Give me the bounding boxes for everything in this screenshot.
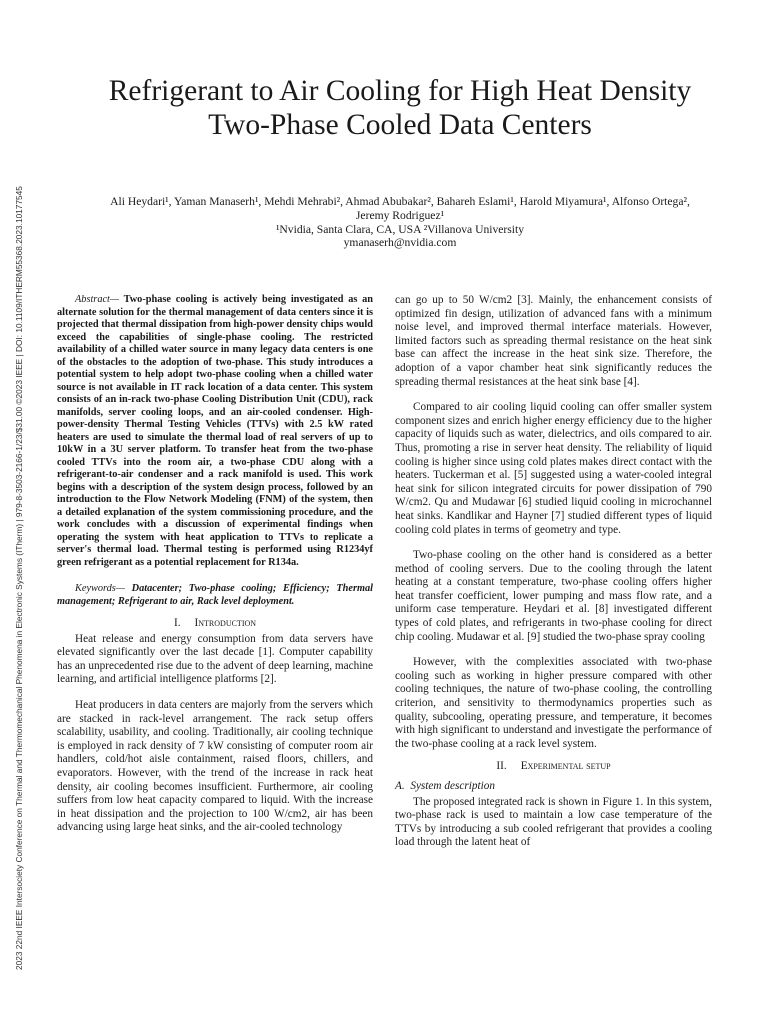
- paragraph: Heat producers in data centers are majorly from the servers which are stacked in rack-level arrangement. The rack setup offers scalability, usability, and cooling. Traditionally, air cooling technique is employed in rack density of 7 kW consisting of computer room air handlers, cold/hot aisle containment, raised floors, chillers, and evaporators. However, with the trend of the increase in rack heat density, air cooling becomes insufficient. Furthermore, air cooling suffers from low heat capacity compared to liquid. With the increase in heat dissipation and the projection to 100 W/cm2, air has been advancing using large heat sinks, and the air-cooled technology: [57, 698, 373, 834]
- section-heading-introduction: I. Introduction: [173, 617, 257, 629]
- keywords-label: Keywords—: [75, 583, 125, 594]
- paragraph: can go up to 50 W/cm2 [3]. Mainly, the enhancement consists of optimized fin design, utilization of advanced fans with a minimum noise level, and improved thermal interface materials. However, limited factors such as spreading thermal resistance on the heat sink base can affect the increase in the heat sink size. Therefore, the adoption of a vapor chamber heat sink significantly reduces the spreading thermal resistances at the heat sink base [4].: [395, 294, 712, 388]
- right-column: [395, 294, 712, 850]
- title-line-1: Refrigerant to Air Cooling for High Heat Density: [108, 75, 692, 107]
- paragraph: Compared to air cooling liquid cooling can offer smaller system component sizes and enrich higher energy efficiency due to the higher capacity of liquids such as water, dielectrics, and oils compared to air. Thus, promoting a rise in server heat density. The reliability of liquid cooling is higher since using cold plates makes direct contact with the heaters. Tuckerman et al. [5] suggested using a water-cooled integral heat sink for silicon integrated circuits for power dissipation of 790 W/cm2. Qu and Mudawar [6] studied liquid cooling in microchannel heat sinks. Kandlikar and Hayner [7] studied different types of liquid cooling cold plates in terms of geometry and type.: [395, 401, 712, 536]
- abstract: [57, 294, 373, 569]
- author-block: [40, 195, 760, 250]
- affiliations: ¹Nvidia, Santa Clara, CA, USA ²Villanova University: [275, 222, 525, 236]
- abstract-label: Abstract—: [75, 294, 120, 305]
- side-identifier: [13, 60, 27, 970]
- paragraph: However, with the complexities associated with two-phase cooling such as working in higher pressure compared with other cooling techniques, the nature of two-phase cooling, the controlling criterion, and sensitivity to thermodynamics properties such as quality, subcooling, operating pressure, and temperature, it becomes with high significant to understand and investigate the performance of the two-phase cooling at a rack level system.: [395, 656, 712, 750]
- paragraph: The proposed integrated rack is shown in Figure 1. In this system, two-phase rack is used to maintain a low case temperature of the TTVs by introducing a sub cooled refrigerant that provides a cooling load through the latent heat of: [395, 795, 712, 849]
- subsection-heading: A. System description: [395, 780, 495, 792]
- paper-title: [40, 74, 760, 142]
- keywords-text: Datacenter; Two-phase cooling; Efficiency; Thermal management; Refrigerant to air, Rack level deployment.: [57, 583, 373, 607]
- authors-line-2: Jeremy Rodriguez¹: [355, 208, 445, 222]
- section-heading-experimental-setup: II. Experimental setup: [496, 760, 611, 773]
- abstract-text: Two-phase cooling is actively being investigated as an alternate solution for the thermal management of data centers since it is projected that thermal dissipation from high-power density chips would exceed the capabilities of single-phase cooling. The restricted availability of a chilled water source in many legacy data centers is one of the obstacles to the adoption of two-phase. This study introduces a potential system to help adopt two-phase cooling when a chilled water source is not available in IT rack location of a data center. This system consists of an in-rack two-phase Cooling Distribution Unit (CDU), rack manifolds, server cooling loops, and an air-cooled condenser. High-power-density Thermal Testing Vehicles (TTVs) with 2.5 kW rated heaters are used to simulate the thermal load of real servers of up to 10kW in a 3U server platform. To transfer heat from the two-phase cooled TTVs into the room air, a two-phase CDU along with a refrigerant-to-air condenser and a rack manifold is used. This work begins with a description of the system design process, followed by an introduction to the Flow Network Modeling (FNM) of the system, then a detailed explanation of the system commissioning procedure, and the work concludes with a discussion of experimental findings when operating the system with heat application to TTVs to replicate a server's thermal load. Thermal testing is performed using R1234yf green refrigerant as a potential replacement for R134a.: [57, 294, 373, 568]
- left-column: [57, 294, 373, 835]
- paragraph: Heat release and energy consumption from data servers have elevated significantly over the last decade [1]. Computer capability has an unprecedented rise due to the advent of deep learning, machine learning, and artificial intelligence platforms [2].: [57, 632, 373, 686]
- authors-line-1: Ali Heydari¹, Yaman Manaserh¹, Mehdi Mehrabi², Ahmad Abubakar², Bahareh Eslami¹, Harold Miyamura¹, Alfonso Ortega²,: [110, 195, 690, 208]
- side-identifier-text: 2023 22nd IEEE Intersociety Conference on Thermal and Thermomechanical Phenomena in Electronic Systems (ITherm) | 979-8-3503-2166-1/23/$31.00 ©2023 IEEE | DOI: 10.1109/ITHERM55368.2023.10177545: [14, 186, 24, 970]
- title-line-2: Two-Phase Cooled Data Centers: [208, 109, 592, 141]
- contact-email: ymanaserh@nvidia.com: [343, 236, 457, 250]
- keywords: [57, 583, 373, 608]
- paragraph: Two-phase cooling on the other hand is considered as a better method of cooling servers. Due to the cooling through the latent heating at a constant temperature, two-phase cooling offers higher heat transfer coefficient, lower pumping and mass flow rate, and a uniform case temperature. Heydari et al. [8] investigated different types of cold plates, and refrigerants in two-phase cooling for direct chip cooling. Mudawar et al. [9] studied the two-phase spray cooling: [395, 549, 712, 643]
